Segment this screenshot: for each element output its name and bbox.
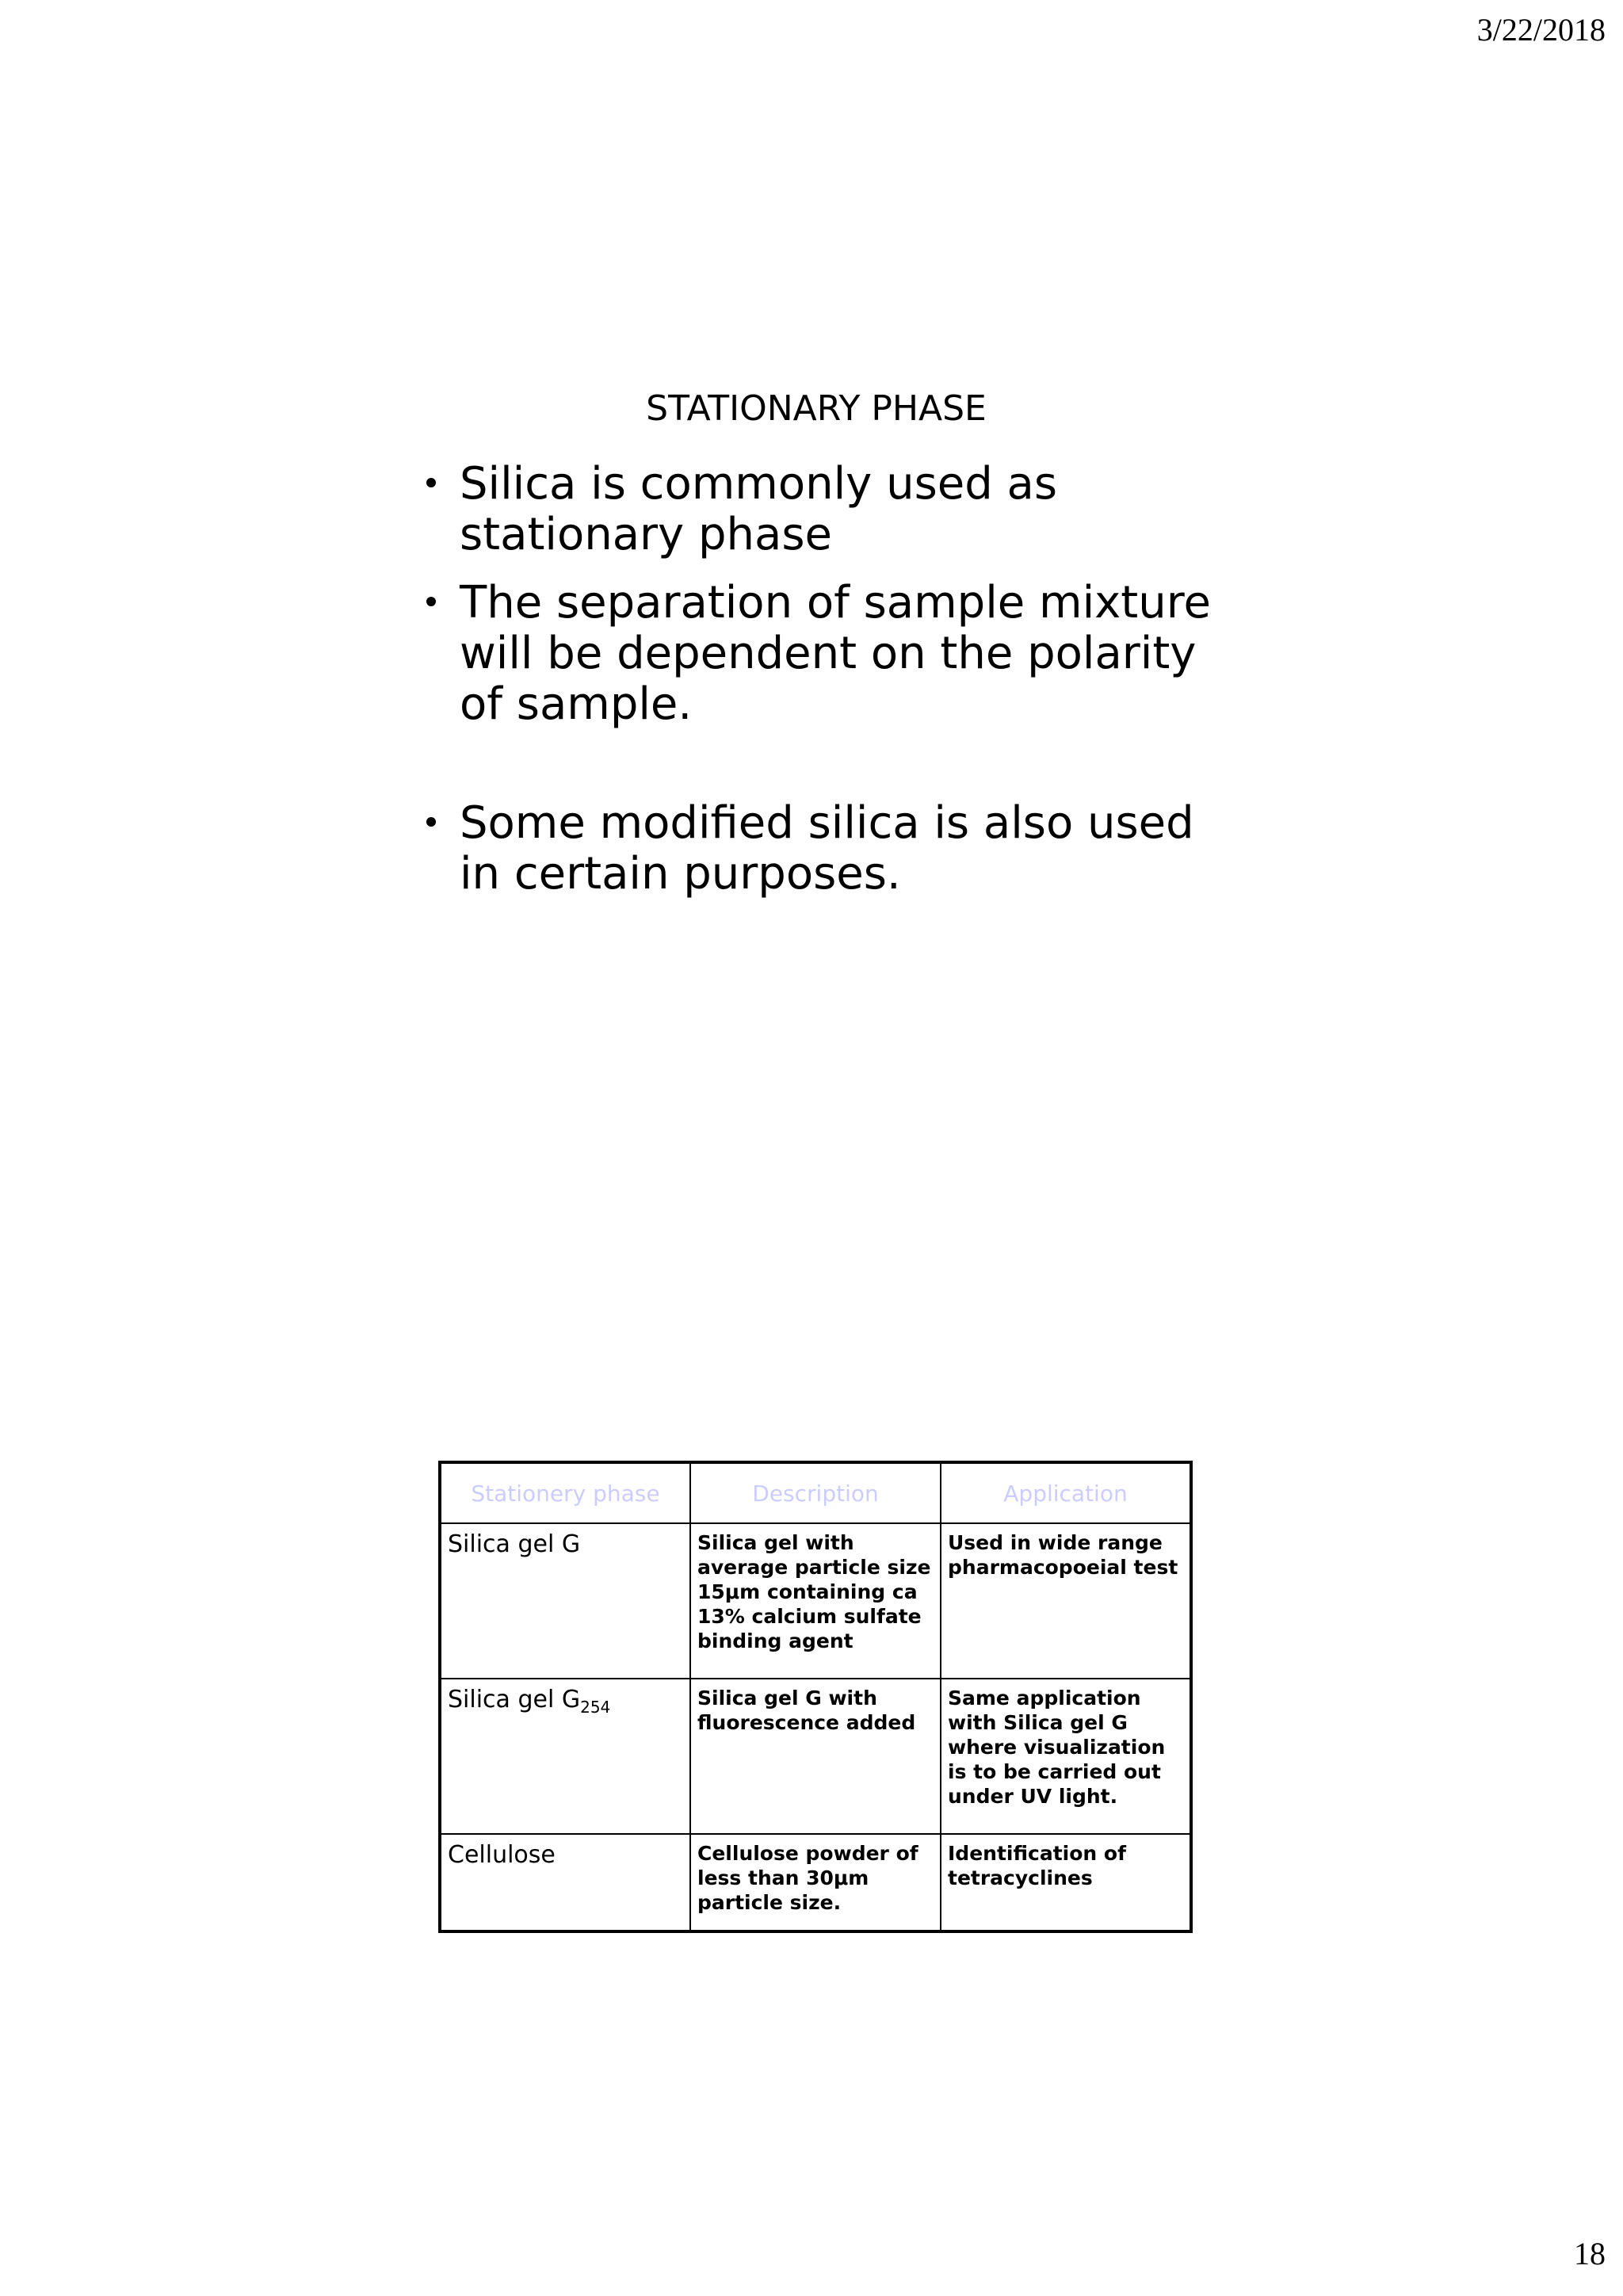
description-cell: Silica gel G with fluorescence added [690, 1679, 941, 1834]
description-cell: Cellulose powder of less than 30μm particle size. [690, 1834, 941, 1931]
slide-title: STATIONARY PHASE [646, 388, 987, 429]
table-row [440, 1523, 1191, 1679]
table-row [440, 1834, 1191, 1931]
description-cell: Silica gel with average particle size 15μm containing ca 13% calcium sulfate binding agent [690, 1523, 941, 1679]
stationary-phase-table [438, 1461, 1193, 1933]
bullet-text: Silica is commonly used as stationary phase [460, 458, 1058, 560]
bullet-dot-icon [426, 478, 436, 487]
slide-content [420, 388, 1212, 917]
bullet-item [420, 798, 1212, 900]
print-date: 3/22/2018 [1476, 12, 1606, 48]
phase-cell [440, 1679, 690, 1834]
column-header: Stationery phase [440, 1462, 690, 1523]
bullet-item [420, 578, 1212, 730]
bullet-text: Some modified silica is also used in certain purposes. [460, 797, 1194, 900]
stationary-phase-table-container [438, 1461, 1193, 1933]
column-header: Description [690, 1462, 941, 1523]
bullet-item [420, 459, 1212, 560]
phase-name: Cellulose [448, 1841, 556, 1869]
application-cell: Used in wide range pharmacopoeial test [941, 1523, 1191, 1679]
phase-name: Silica gel G [448, 1686, 581, 1713]
bullet-list [420, 459, 1212, 900]
column-header: Application [941, 1462, 1191, 1523]
application-cell: Identification of tetracyclines [941, 1834, 1191, 1931]
bullet-dot-icon [426, 597, 436, 606]
page-number: 18 [1574, 2236, 1606, 2271]
bullet-text: The separation of sample mixture will be dependent on the polarity of sample. [460, 577, 1211, 730]
phase-subscript: 254 [580, 1698, 611, 1717]
phase-cell [440, 1834, 690, 1931]
phase-name: Silica gel G [448, 1530, 581, 1558]
application-cell: Same application with Silica gel G where visualization is to be carried out under UV light. [941, 1679, 1191, 1834]
bullet-dot-icon [426, 817, 436, 827]
phase-cell [440, 1523, 690, 1679]
table-header-row [440, 1462, 1191, 1523]
table-row [440, 1679, 1191, 1834]
